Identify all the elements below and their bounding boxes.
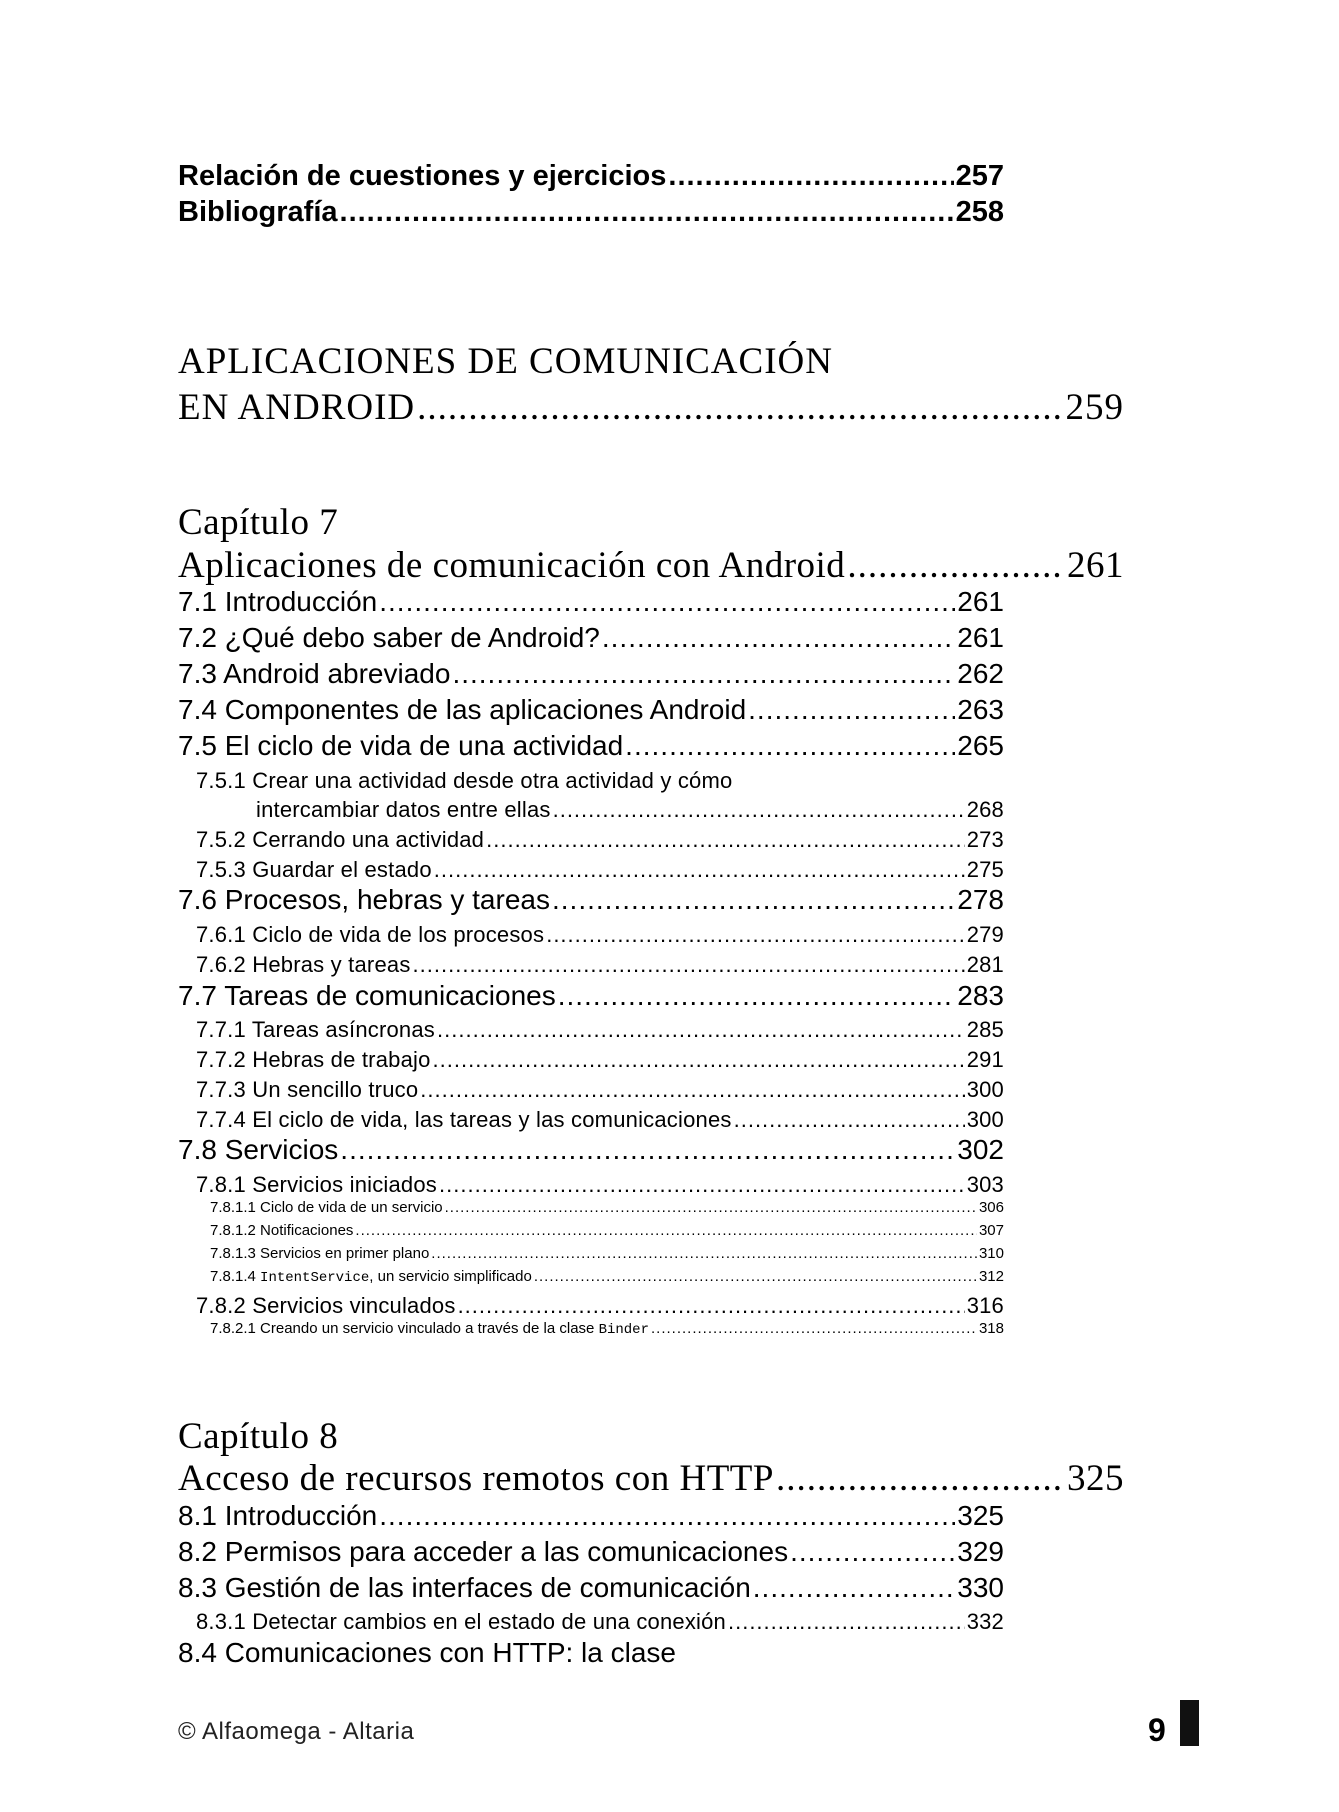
title-suffix: , un servicio simplificado — [369, 1268, 532, 1285]
toc-entry — [178, 980, 1004, 1012]
toc-entry-title: 7.5.2 Cerrando una actividad — [196, 827, 485, 852]
toc-entry-page: 307 — [978, 1222, 1004, 1239]
toc-entry — [178, 694, 1004, 726]
toc-entry — [178, 622, 1004, 654]
toc-entry — [196, 1609, 1004, 1635]
toc-entry-title: 7.6 Procesos, hebras y tareas — [178, 884, 550, 915]
toc-entry-page: 325 — [957, 1500, 1004, 1531]
toc-entry-title: 7.8.1.2 Notificaciones — [210, 1222, 354, 1239]
code-term: IntentService — [260, 1270, 370, 1286]
toc-entry — [178, 730, 1004, 762]
toc-entry-title: 8.1 Introducción — [178, 1500, 378, 1531]
toc-entry — [196, 827, 1004, 853]
toc-entry — [196, 1107, 1004, 1133]
toc-entry-page: 281 — [966, 952, 1004, 977]
title-prefix: 7.8.1.4 — [210, 1268, 261, 1285]
toc-entry — [196, 1293, 1004, 1319]
toc-entry — [178, 1134, 1004, 1166]
toc-entry-title: 7.7.4 El ciclo de vida, las tareas y las comunicaciones — [196, 1107, 732, 1132]
toc-entry-title: 8.4 Comunicaciones con HTTP: la clase — [178, 1637, 676, 1668]
part-title-line2 — [178, 386, 1124, 429]
toc-entry-title: 7.5.3 Guardar el estado — [196, 857, 432, 882]
publisher-credit: © Alfaomega - Altaria — [178, 1718, 415, 1745]
toc-entry-title: 8.3 Gestión de las interfaces de comunicación — [178, 1572, 751, 1603]
chapter-8-label: Capítulo 8 — [178, 1416, 339, 1457]
toc-entry — [210, 1245, 1004, 1262]
toc-entry-page: 330 — [957, 1572, 1004, 1603]
toc-entry — [210, 1268, 1004, 1286]
toc-entry-title: 7.6.2 Hebras y tareas — [196, 952, 411, 977]
toc-entry-title: 7.7.1 Tareas asíncronas — [196, 1017, 436, 1042]
toc-entry-page: 310 — [978, 1245, 1004, 1262]
chapter-7-title-row — [178, 544, 1124, 587]
toc-entry — [196, 952, 1004, 978]
toc-entry-title: 8.3.1 Detectar cambios en el estado de una conexión — [196, 1609, 726, 1634]
toc-entry-page: 318 — [978, 1320, 1004, 1337]
toc-entry-page: 285 — [966, 1017, 1004, 1042]
toc-entry-title: intercambiar datos entre ellas — [256, 797, 551, 822]
toc-entry-page: 262 — [957, 658, 1004, 689]
toc-entry-title: 7.8.1.1 Ciclo de vida de un servicio — [210, 1199, 443, 1216]
toc-entry-relacion — [178, 160, 1004, 193]
toc-entry-title: 7.6.1 Ciclo de vida de los procesos — [196, 922, 545, 947]
toc-entry — [178, 1572, 1004, 1604]
toc-entry — [178, 1500, 1004, 1532]
toc-entry — [196, 1047, 1004, 1073]
toc-entry-title: 7.5 El ciclo de vida de una actividad — [178, 730, 624, 761]
toc-entry — [178, 1536, 1004, 1568]
part-title: EN ANDROID — [178, 387, 416, 428]
part-page: 259 — [1065, 387, 1124, 428]
toc-entry-page: 261 — [957, 622, 1004, 653]
toc-entry — [178, 884, 1004, 916]
toc-entry-page: 265 — [957, 730, 1004, 761]
toc-entry-page: 300 — [966, 1107, 1004, 1132]
toc-entry — [196, 857, 1004, 883]
toc-entry-page: 279 — [966, 922, 1004, 947]
toc-entry — [196, 1017, 1004, 1043]
toc-entry-title — [210, 1320, 649, 1338]
toc-entry-title: 7.8.1 Servicios iniciados — [196, 1172, 438, 1197]
toc-entry-title: 7.7.3 Un sencillo truco — [196, 1077, 419, 1102]
toc-entry-title: 7.7 Tareas de comunicaciones — [178, 980, 556, 1011]
toc-entry-title: 7.2 ¿Qué debo saber de Android? — [178, 622, 600, 653]
toc-entry-title: 7.1 Introducción — [178, 586, 378, 617]
toc-entry-bibliografia — [178, 196, 1004, 229]
chapter-7-label: Capítulo 7 — [178, 502, 339, 543]
toc-entry-title: 7.3 Android abreviado — [178, 658, 451, 689]
toc-entry-title: 7.5.1 Crear una actividad desde otra actividad y cómo — [196, 768, 733, 793]
toc-entry — [178, 658, 1004, 690]
toc-entry-page: 316 — [966, 1293, 1004, 1318]
toc-entry-title: 7.4 Componentes de las aplicaciones Android — [178, 694, 747, 725]
chapter-title: Aplicaciones de comunicación con Android — [178, 545, 846, 586]
toc-entry-title: 7.8 Servicios — [178, 1134, 339, 1165]
toc-entry-page: 332 — [966, 1609, 1004, 1634]
toc-entry-page: 283 — [957, 980, 1004, 1011]
toc-entry-title: 7.7.2 Hebras de trabajo — [196, 1047, 431, 1072]
toc-entry-page: 302 — [957, 1134, 1004, 1165]
toc-entry-page: 300 — [966, 1077, 1004, 1102]
chapter-page: 325 — [1067, 1458, 1124, 1499]
toc-entry-title: Bibliografía — [178, 196, 338, 228]
toc-entry — [196, 1172, 1004, 1198]
toc-entry-page: 273 — [966, 827, 1004, 852]
chapter-page: 261 — [1067, 545, 1124, 586]
part-title-line1: APLICACIONES DE COMUNICACIÓN — [178, 341, 833, 382]
toc-entry-page: 291 — [966, 1047, 1004, 1072]
toc-entry-title: 7.8.1.3 Servicios en primer plano — [210, 1245, 430, 1262]
toc-entry-page: 268 — [966, 797, 1004, 822]
toc-entry — [210, 1320, 1004, 1338]
toc-entry-title — [210, 1268, 532, 1286]
toc-entry-title: Relación de cuestiones y ejercicios — [178, 160, 667, 192]
toc-entry-page: 258 — [955, 196, 1004, 228]
toc-entry-page: 257 — [955, 160, 1004, 192]
chapter-8-title-row — [178, 1457, 1124, 1500]
toc-entry — [196, 1077, 1004, 1103]
toc-entry-page: 303 — [966, 1172, 1004, 1197]
toc-entry-title: 8.2 Permisos para acceder a las comunicaciones — [178, 1536, 789, 1567]
toc-entry-page: 312 — [978, 1268, 1004, 1285]
toc-entry — [210, 1199, 1004, 1216]
toc-entry — [210, 1222, 1004, 1239]
toc-entry-page: 329 — [957, 1536, 1004, 1567]
toc-entry-title: 7.8.2 Servicios vinculados — [196, 1293, 456, 1318]
toc-entry-page: 263 — [957, 694, 1004, 725]
toc-entry-page: 275 — [966, 857, 1004, 882]
code-term: Binder — [598, 1322, 649, 1338]
toc-entry-page: 261 — [957, 586, 1004, 617]
toc-entry — [196, 922, 1004, 948]
toc-entry — [256, 797, 1004, 823]
chapter-title: Acceso de recursos remotos con HTTP — [178, 1458, 774, 1499]
page-tab-marker — [1180, 1700, 1199, 1746]
page-number: 9 — [1148, 1712, 1166, 1748]
title-prefix: 7.8.2.1 Creando un servicio vinculado a través de la clase — [210, 1320, 599, 1337]
toc-entry-page: 306 — [978, 1199, 1004, 1216]
toc-entry-page: 278 — [957, 884, 1004, 915]
toc-entry — [178, 586, 1004, 618]
